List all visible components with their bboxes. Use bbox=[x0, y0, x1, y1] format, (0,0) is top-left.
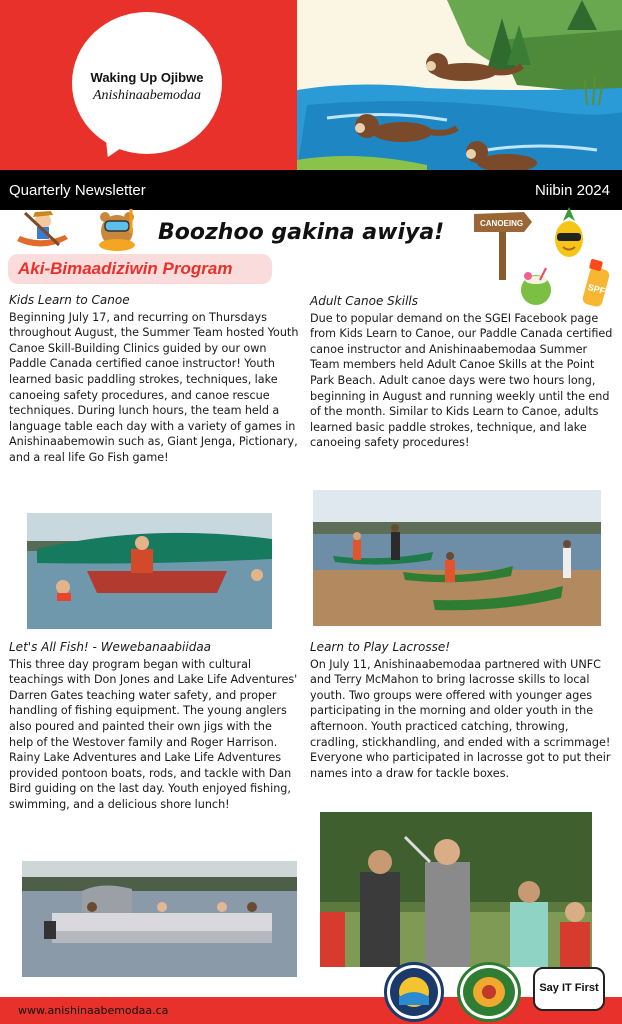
article-heading: Kids Learn to Canoe bbox=[9, 293, 130, 307]
header-logo-panel bbox=[0, 0, 297, 170]
article-kids-canoe bbox=[9, 293, 301, 466]
footer-website-link[interactable]: www.anishinaabemodaa.ca bbox=[18, 1004, 169, 1017]
greeting-heading: Boozhoo gakina awiya! bbox=[158, 220, 445, 245]
otter-illustration bbox=[297, 0, 622, 170]
article-heading: Let's All Fish! - Wewebanaabiidaa bbox=[9, 640, 212, 654]
article-body: On July 11, Anishinaabemodaa partnered with UNFC and Terry McMahon to bring lacrosse skills to local youth. Two groups were offered with younger ages participating in the morning and older youth in the afternoon. Youth practiced catching, throwing, cradling, stickhandling, and ended with a scrimmage! Everyone who participated in lacrosse got to put their names into a draw for tackle boxes. bbox=[310, 657, 611, 780]
article-body: Beginning July 17, and recurring on Thursdays throughout August, the Summer Team hosted Youth Canoe Skill-Building Clinics guided by our own Paddle Canada certified canoe instructor! Youth learned basic paddling strokes, techniques, lake canoeing safety procedures, and canoe rescue techniques. During lunch hours, the team held a language table each day with a variety of games in Anishinaabemowin such as, Giant Jenga, Pictionary, and a real life Go Fish game! bbox=[9, 310, 299, 464]
photo-pontoon-boat bbox=[22, 861, 297, 977]
article-fishing bbox=[9, 640, 299, 813]
logo-title: Waking Up Ojibwe bbox=[90, 70, 204, 85]
footer-bar bbox=[0, 997, 622, 1024]
article-heading: Adult Canoe Skills bbox=[310, 294, 418, 308]
seven-generations-badge bbox=[457, 962, 521, 1022]
photo-adult-canoes bbox=[313, 490, 601, 626]
say-it-first-label: Say IT First bbox=[539, 982, 599, 994]
kid-canoe-icon bbox=[15, 205, 70, 255]
section-title-pill bbox=[8, 254, 272, 284]
season-label: Niibin 2024 bbox=[534, 182, 610, 199]
newsletter-label: Quarterly Newsletter bbox=[9, 182, 146, 199]
article-lacrosse bbox=[310, 640, 617, 781]
article-body: Due to popular demand on the SGEI Facebook page from Kids Learn to Canoe, our Paddle Canada certified canoe instructor and Anishinaabemodaa Summer Team members held Adult Canoe Skills at the Point Park Beach. Adult canoe days were two hours long, beginning in August and running weekly until the end of the month. Similar to Kids Learn to Canoe, adults learned basic paddle strokes, technique, and lake canoeing safety procedures! bbox=[310, 311, 613, 450]
bear-snorkel-icon bbox=[93, 203, 141, 253]
photo-canoe-rescue bbox=[27, 513, 272, 629]
canoeing-sign-label: CANOEING bbox=[480, 219, 524, 228]
section-title: Aki-Bimaadiziwin Program bbox=[18, 259, 233, 278]
article-heading: Learn to Play Lacrosse! bbox=[310, 640, 451, 654]
say-it-first-badge bbox=[533, 967, 605, 1011]
spf-label: SPF bbox=[586, 282, 607, 297]
logo-subtitle: Anishinaabemodaa bbox=[92, 88, 202, 103]
rainy-river-district-badge bbox=[384, 962, 444, 1022]
article-adult-canoe bbox=[310, 294, 615, 451]
photo-lacrosse bbox=[320, 812, 592, 967]
pineapple-icon bbox=[548, 205, 590, 260]
article-body: This three day program began with cultural teachings with Don Jones and Lake Life Adventures' Darren Gates teaching water safety, and proper handling of fishing equipment. The young anglers also poured and painted their own jigs with the help of the Westover family and Roger Harrison. Rainy Lake Adventures and Lake Life Adventures provided pontoon boats, rods, and tackle with Dan Bird guiding on the last day. Youth enjoyed fishing, swimming, and a delicious shore lunch! bbox=[9, 657, 298, 811]
